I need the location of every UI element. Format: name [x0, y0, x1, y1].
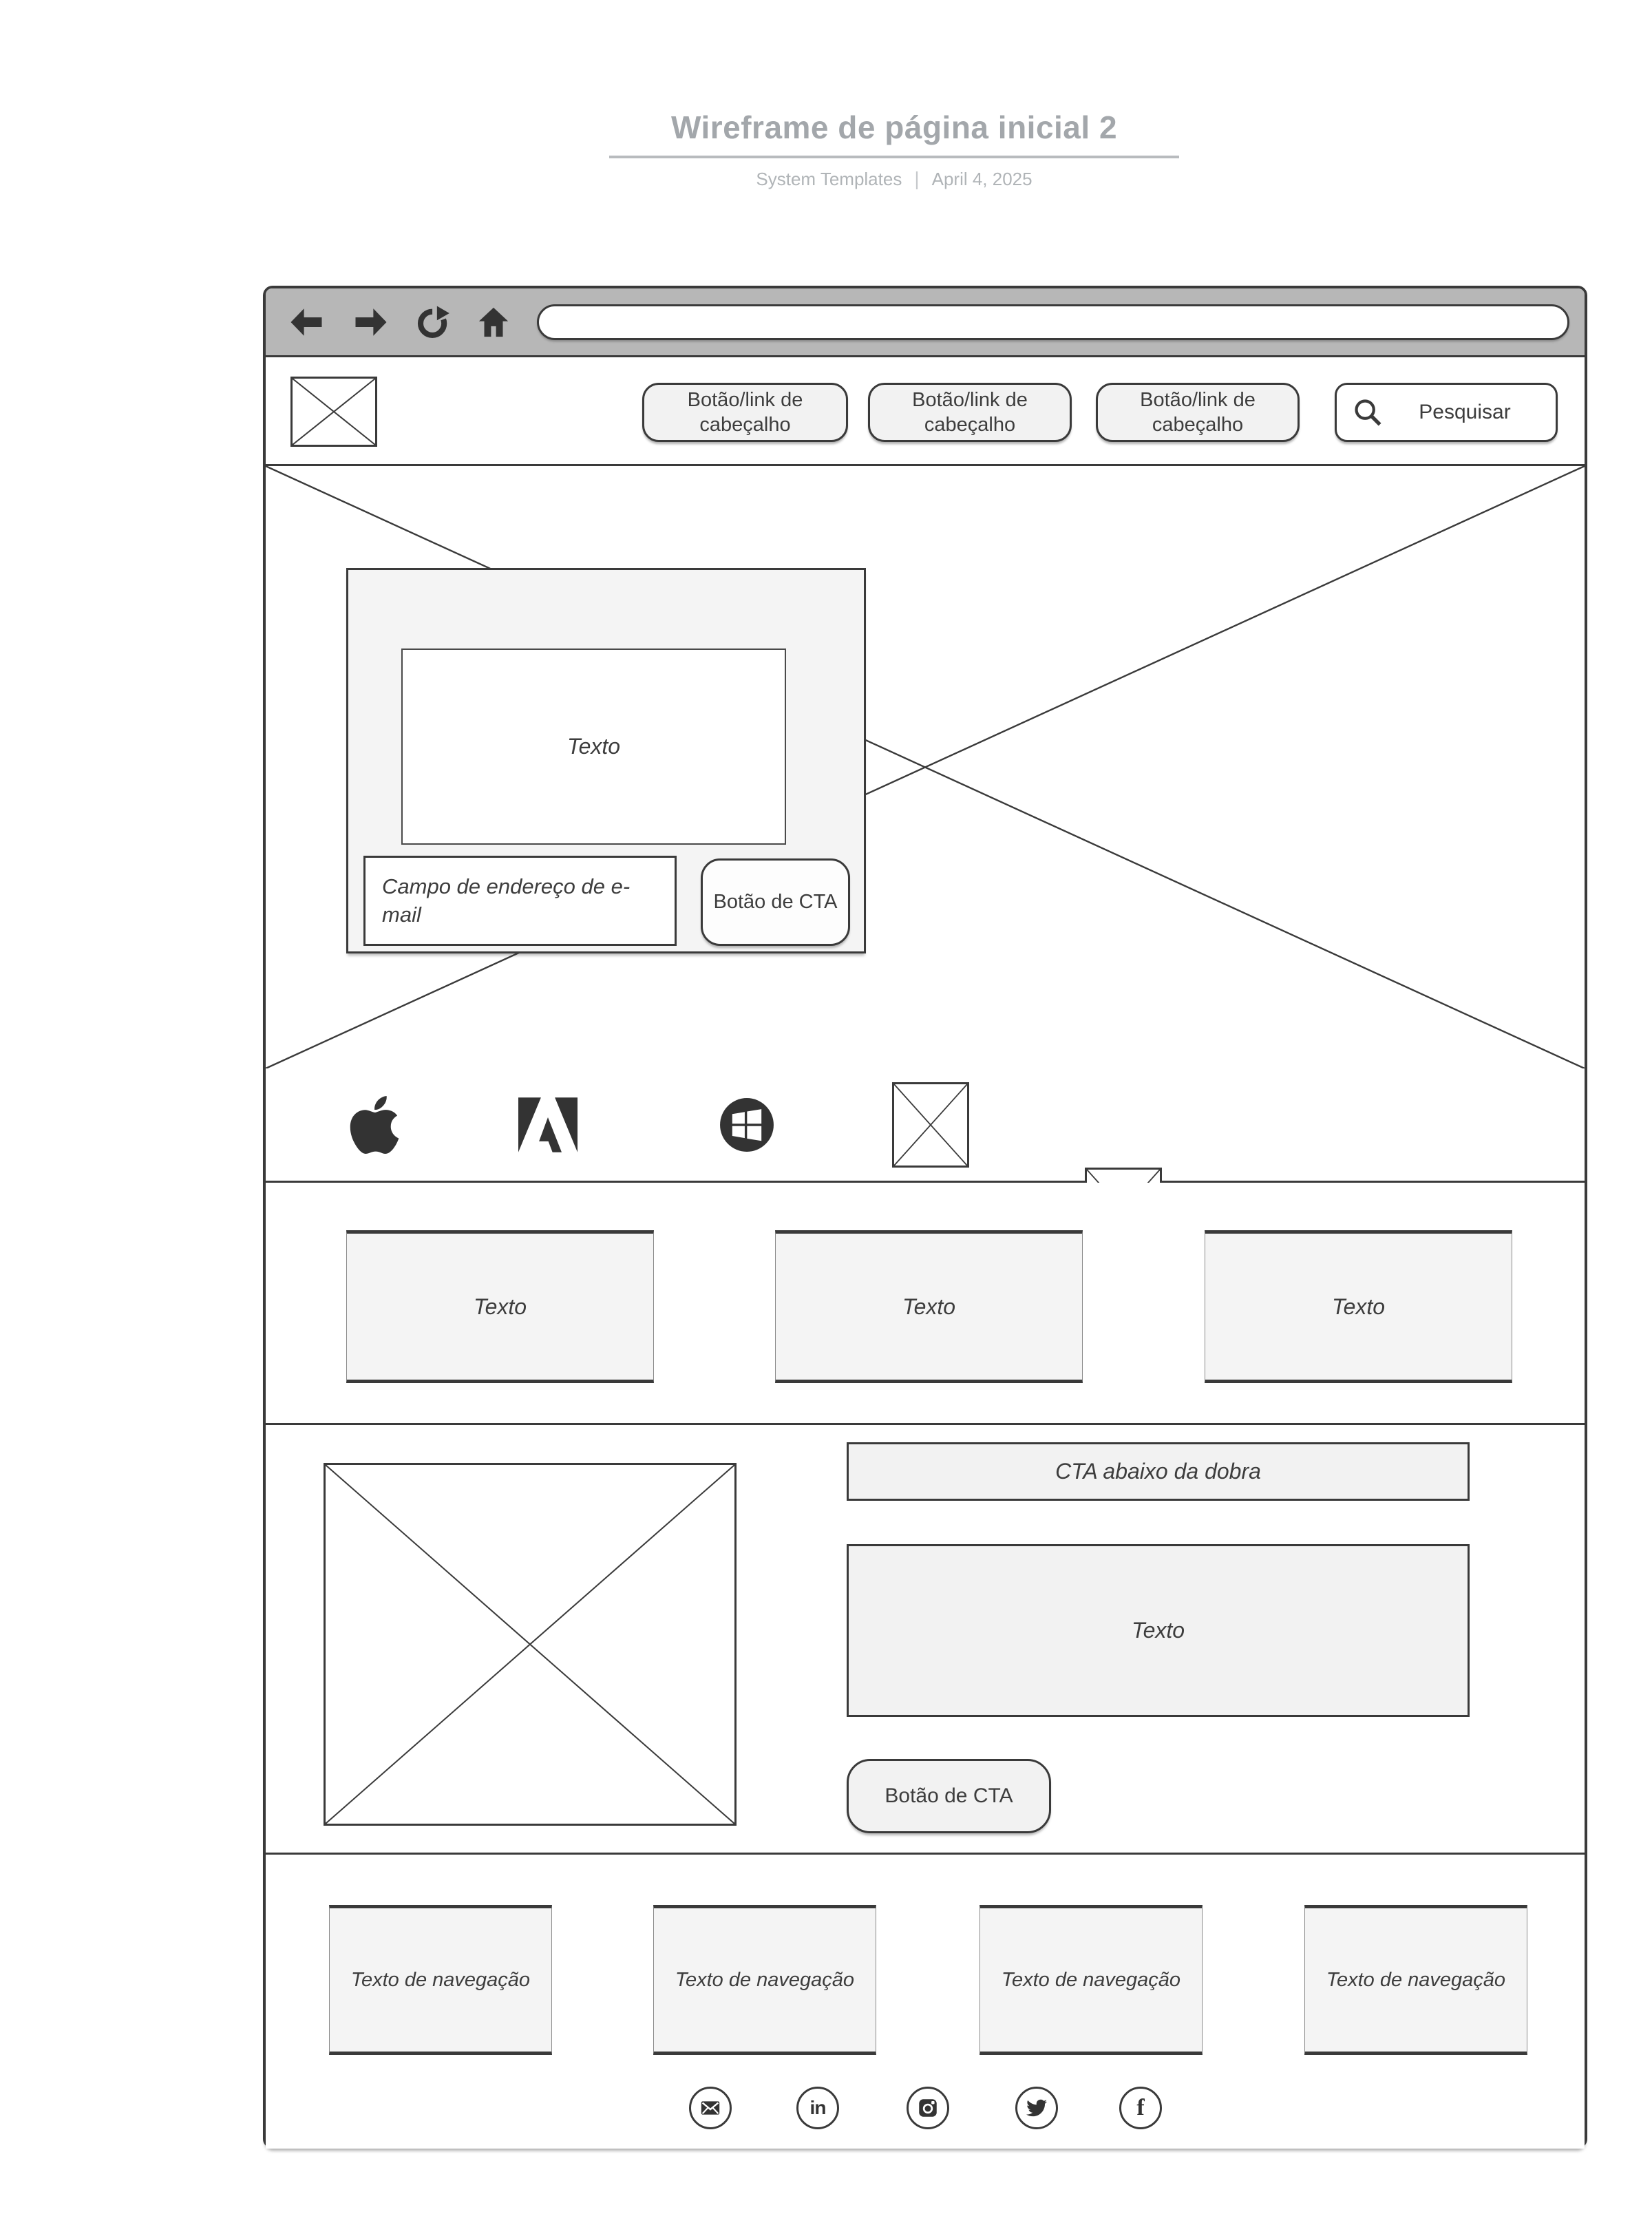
footer-nav-label: Texto de navegação	[675, 1968, 855, 1991]
document-date: April 4, 2025	[931, 168, 1032, 189]
browser-frame	[263, 286, 1587, 2149]
cta-button-label: Botão de CTA	[885, 1784, 1013, 1807]
search-input[interactable]	[1335, 383, 1558, 442]
footer	[266, 1855, 1585, 2149]
content-text-label: Texto	[1331, 1294, 1386, 1319]
content-text-label: Texto	[473, 1294, 527, 1319]
apple-logo-icon	[348, 1092, 401, 1158]
product-name: System Templates	[756, 168, 902, 189]
logo-placeholder[interactable]	[290, 377, 377, 447]
email-field[interactable]	[363, 856, 677, 946]
hero-text-label: Texto	[566, 734, 621, 759]
facebook-icon: f	[1136, 2095, 1145, 2120]
back-icon[interactable]	[288, 304, 325, 341]
facebook-social-button[interactable]	[1119, 2087, 1162, 2129]
header-nav-button-3[interactable]	[1096, 383, 1300, 442]
twitter-icon	[1024, 2096, 1049, 2120]
footer-nav-box[interactable]	[1304, 1905, 1527, 2055]
cta-banner	[847, 1442, 1470, 1501]
instagram-social-button[interactable]	[907, 2087, 949, 2129]
hero-text-box	[401, 648, 786, 845]
logo-placeholder-box	[892, 1082, 969, 1168]
hero-image-placeholder	[266, 466, 1585, 1068]
adobe-logo-icon	[518, 1097, 578, 1152]
header-nav-button-label: Botão/link de cabeçalho	[687, 388, 803, 436]
site-header	[266, 357, 1585, 466]
home-icon[interactable]	[475, 304, 512, 341]
logo-strip	[266, 1068, 1585, 1183]
cta-button[interactable]	[847, 1759, 1051, 1833]
forward-icon[interactable]	[352, 304, 390, 341]
hero-card	[346, 568, 866, 953]
header-nav-button-label: Botão/link de cabeçalho	[912, 388, 1028, 436]
header-nav-button-label: Botão/link de cabeçalho	[1140, 388, 1256, 436]
x-placeholder-icon	[326, 1465, 734, 1824]
content-text-label: Texto	[902, 1294, 956, 1319]
subtitle-separator: |	[914, 168, 920, 189]
footer-nav-label: Texto de navegação	[1001, 1968, 1181, 1991]
document-subtitle	[609, 168, 1179, 190]
email-placeholder: Campo de endereço de e-mail	[382, 874, 631, 927]
hero-cta-button[interactable]	[701, 858, 850, 946]
cta-text-box	[847, 1544, 1470, 1717]
browser-chrome-bar	[266, 288, 1585, 357]
footer-nav-box[interactable]	[653, 1905, 876, 2055]
cta-banner-label: CTA abaixo da dobra	[1055, 1459, 1261, 1484]
search-label: Pesquisar	[1419, 401, 1511, 423]
image-placeholder-box	[324, 1463, 737, 1826]
content-text-box	[1205, 1230, 1512, 1383]
linkedin-social-button[interactable]	[796, 2087, 839, 2129]
hero-cta-label: Botão de CTA	[713, 890, 838, 913]
cta-text-label: Texto	[1131, 1618, 1185, 1643]
twitter-social-button[interactable]	[1015, 2087, 1058, 2129]
x-placeholder-icon	[293, 379, 375, 445]
footer-nav-box[interactable]	[979, 1905, 1203, 2055]
footer-nav-box[interactable]	[329, 1905, 552, 2055]
document-heading	[609, 109, 1179, 190]
email-icon	[698, 2096, 723, 2120]
header-nav-button-1[interactable]	[642, 383, 848, 442]
footer-nav-label: Texto de navegação	[350, 1968, 531, 1991]
content-text-box	[346, 1230, 654, 1383]
page-title: Wireframe de página inicial 2	[609, 109, 1179, 158]
x-placeholder-icon	[894, 1084, 967, 1166]
url-bar[interactable]	[537, 304, 1569, 340]
refresh-icon[interactable]	[414, 304, 452, 341]
windows-logo-icon	[719, 1097, 775, 1153]
magnifier-icon	[1352, 397, 1384, 428]
email-social-button[interactable]	[689, 2087, 732, 2129]
below-fold-section	[266, 1425, 1585, 1855]
content-text-box	[775, 1230, 1083, 1383]
footer-nav-label: Texto de navegação	[1326, 1968, 1506, 1991]
content-row	[266, 1183, 1585, 1425]
instagram-icon	[915, 2096, 940, 2120]
linkedin-icon: in	[809, 2097, 826, 2118]
header-nav-button-2[interactable]	[868, 383, 1072, 442]
